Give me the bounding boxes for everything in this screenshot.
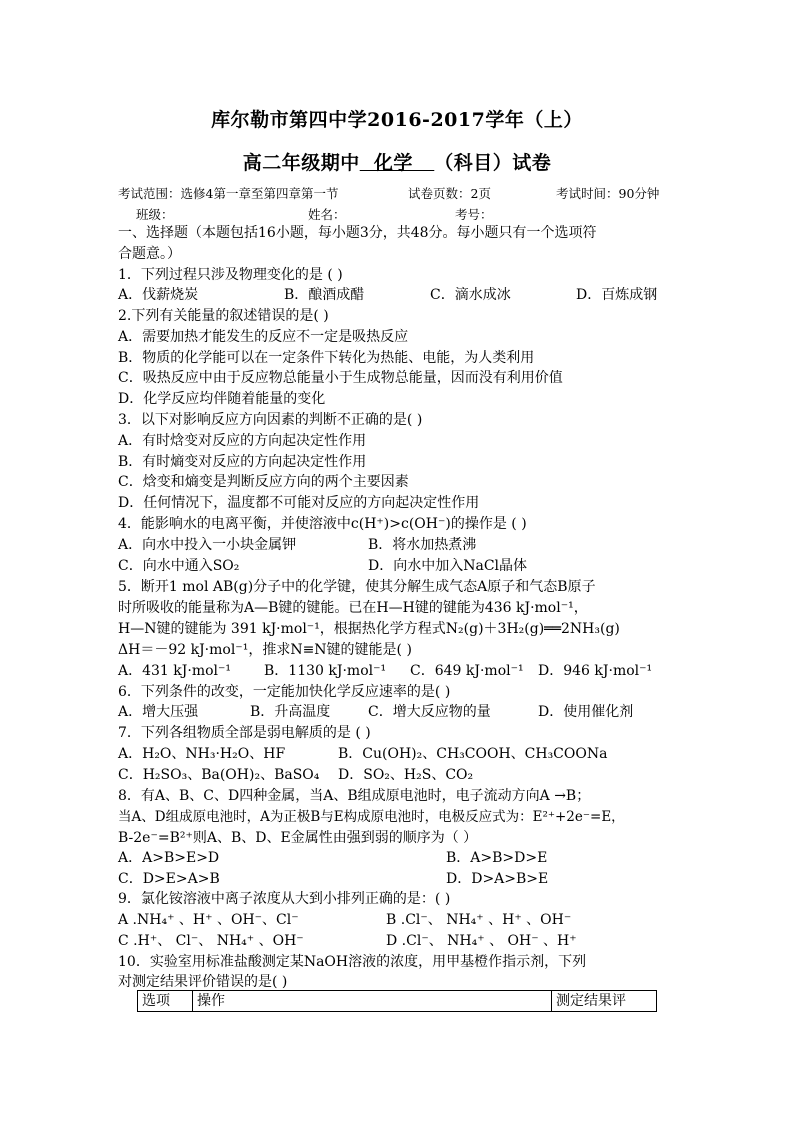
q9-option-d: D .Cl⁻、 NH₄⁺ 、 OH⁻ 、H⁺ [386, 933, 577, 949]
q3-option-a: A．有时焓变对反应的方向起决定性作用 [118, 433, 367, 449]
q6-option-b: B．升高温度 [250, 704, 331, 720]
q3-option-d: D．任何情况下，温度都不可能对反应的方向起决定性作用 [118, 495, 480, 511]
question-8-line-3: B-2e⁻=B²⁺则A、B、D、E金属性由强到弱的顺序为（ ） [118, 830, 478, 846]
q2-option-a: A．需要加热才能发生的反应不一定是吸热反应 [118, 329, 409, 345]
question-5-line-4: ΔH＝－92 kJ·mol⁻¹，推求N≡N键的键能是( ) [118, 642, 412, 658]
q2-option-b: B．物质的化学能可以在一定条件下转化为热能、电能，为人类利用 [118, 350, 535, 366]
q7-option-a: A．H₂O、NH₃·H₂O、HF [118, 746, 286, 762]
q5-option-b: B．1130 kJ·mol⁻¹ [264, 663, 387, 679]
q1-option-b: B．酿酒成醋 [284, 287, 365, 303]
q6-option-a: A．增大压强 [118, 704, 199, 720]
name-label: 姓名： [308, 207, 346, 222]
table-row [138, 991, 657, 1012]
exam-title-grade [0, 148, 794, 175]
q4-option-b: B．将水加热煮沸 [368, 537, 477, 553]
q8-option-a: A．A>B>E>D [118, 850, 220, 866]
q9-option-a: A .NH₄⁺ 、H⁺ 、OH⁻、Cl⁻ [118, 912, 299, 928]
question-9-stem: 9．氯化铵溶液中离子浓度从大到小排列正确的是：( ) [118, 891, 451, 907]
question-1-stem: 1．下列过程只涉及物理变化的是 ( ) [118, 267, 343, 283]
q4-option-c: C．向水中通入SO₂ [118, 558, 240, 574]
exam-scope: 考试范围：选修4第一章至第四章第一节 [118, 186, 339, 201]
title-grade-text: 高二年级期中 [242, 152, 360, 174]
class-label: 班级： [136, 207, 174, 222]
q8-option-d: D．D>A>B>E [446, 871, 549, 887]
question-10-line-1: 10．实验室用标准盐酸测定某NaOH溶液的浓度，用甲基橙作指示剂，下列 [118, 954, 587, 970]
q5-option-d: D．946 kJ·mol⁻¹ [538, 663, 653, 679]
exam-time: 考试时间：90分钟 [556, 186, 660, 201]
q8-option-b: B．A>B>D>E [446, 850, 548, 866]
q7-option-c: C．H₂SO₃、Ba(OH)₂、BaSO₄ [118, 767, 320, 783]
question-3-stem: 3．以下对影响反应方向因素的判断不正确的是( ) [118, 412, 423, 428]
q8-option-c: C．D>E>A>B [118, 871, 220, 887]
title-suffix: （科目）试卷 [434, 152, 552, 174]
question-8-line-2: 当A、D组成原电池时，A为正极B与E构成原电池时，电极反应式为：E²⁺+2e⁻=E， [118, 809, 625, 825]
q3-option-c: C．焓变和熵变是判断反应方向的两个主要因素 [118, 474, 409, 490]
section-intro-2: 合题意。） [118, 246, 181, 262]
q4-option-d: D．向水中加入NaCl晶体 [368, 558, 528, 574]
question-5-line-2: 时所吸收的能量称为A—B键的键能。已在H—H键的键能为436 kJ·mol⁻¹， [118, 600, 588, 616]
q4-option-a: A．向水中投入一小块金属钾 [118, 537, 297, 553]
title-subject: 化学 [359, 152, 435, 174]
question-5-line-1: 5．断开1 mol AB(g)分子中的化学键，使其分解生成气态A原子和气态B原子 [118, 579, 596, 595]
question-2-stem: 2.下列有关能量的叙述错误的是( ) [118, 308, 329, 324]
number-label: 考号： [455, 207, 493, 222]
question-4-stem: 4．能影响水的电离平衡，并使溶液中c(H⁺)>c(OH⁻)的操作是 ( ) [118, 516, 527, 532]
q1-option-c: C．滴水成冰 [430, 287, 511, 303]
question-8-line-1: 8．有A、B、C、D四种金属，当A、B组成原电池时，电子流动方向A →B； [118, 788, 591, 804]
q10-table [137, 990, 657, 1012]
exam-title-school: 库尔勒市第四中学2016-2017学年（上） [211, 109, 583, 131]
q5-option-a: A．431 kJ·mol⁻¹ [118, 663, 232, 679]
question-5-line-3: H—N键的键能为 391 kJ·mol⁻¹，根据热化学方程式N₂(g)＋3H₂(g)══2NH₃(g) [118, 621, 620, 637]
q6-option-c: C．增大反应物的量 [368, 704, 491, 720]
q1-option-a: A．伐薪烧炭 [118, 287, 199, 303]
q6-option-d: D．使用催化剂 [538, 704, 634, 720]
q9-option-b: B .Cl⁻、 NH₄⁺ 、H⁺ 、OH⁻ [386, 912, 572, 928]
q2-option-c: C．吸热反应中由于反应物总能量小于生成物总能量，因而没有利用价值 [118, 370, 563, 386]
exam-pages: 试卷页数：2页 [408, 186, 491, 201]
q1-option-d: D．百炼成钢 [576, 287, 658, 303]
q3-option-b: B．有时熵变对反应的方向起决定性作用 [118, 454, 367, 470]
table-header-result: 测定结果评 [552, 991, 657, 1012]
section-intro-1: 一、选择题（本题包括16小题，每小题3分，共48分。每小题只有一个选项符 [118, 225, 597, 241]
table-header-operation: 操作 [193, 991, 552, 1012]
q7-option-b: B．Cu(OH)₂、CH₃COOH、CH₃COONa [338, 746, 608, 762]
q9-option-c: C .H⁺、 Cl⁻、 NH₄⁺ 、OH⁻ [118, 933, 304, 949]
q7-option-d: D．SO₂、H₂S、CO₂ [338, 767, 474, 783]
question-6-stem: 6．下列条件的改变，一定能加快化学反应速率的是( ) [118, 684, 451, 700]
q5-option-c: C．649 kJ·mol⁻¹ [410, 663, 524, 679]
question-10-line-2: 对测定结果评价错误的是( ) [118, 974, 288, 990]
q2-option-d: D．化学反应均伴随着能量的变化 [118, 391, 326, 407]
question-7-stem: 7．下列各组物质全部是弱电解质的是 ( ) [118, 725, 371, 741]
table-header-option: 选项 [138, 991, 193, 1012]
